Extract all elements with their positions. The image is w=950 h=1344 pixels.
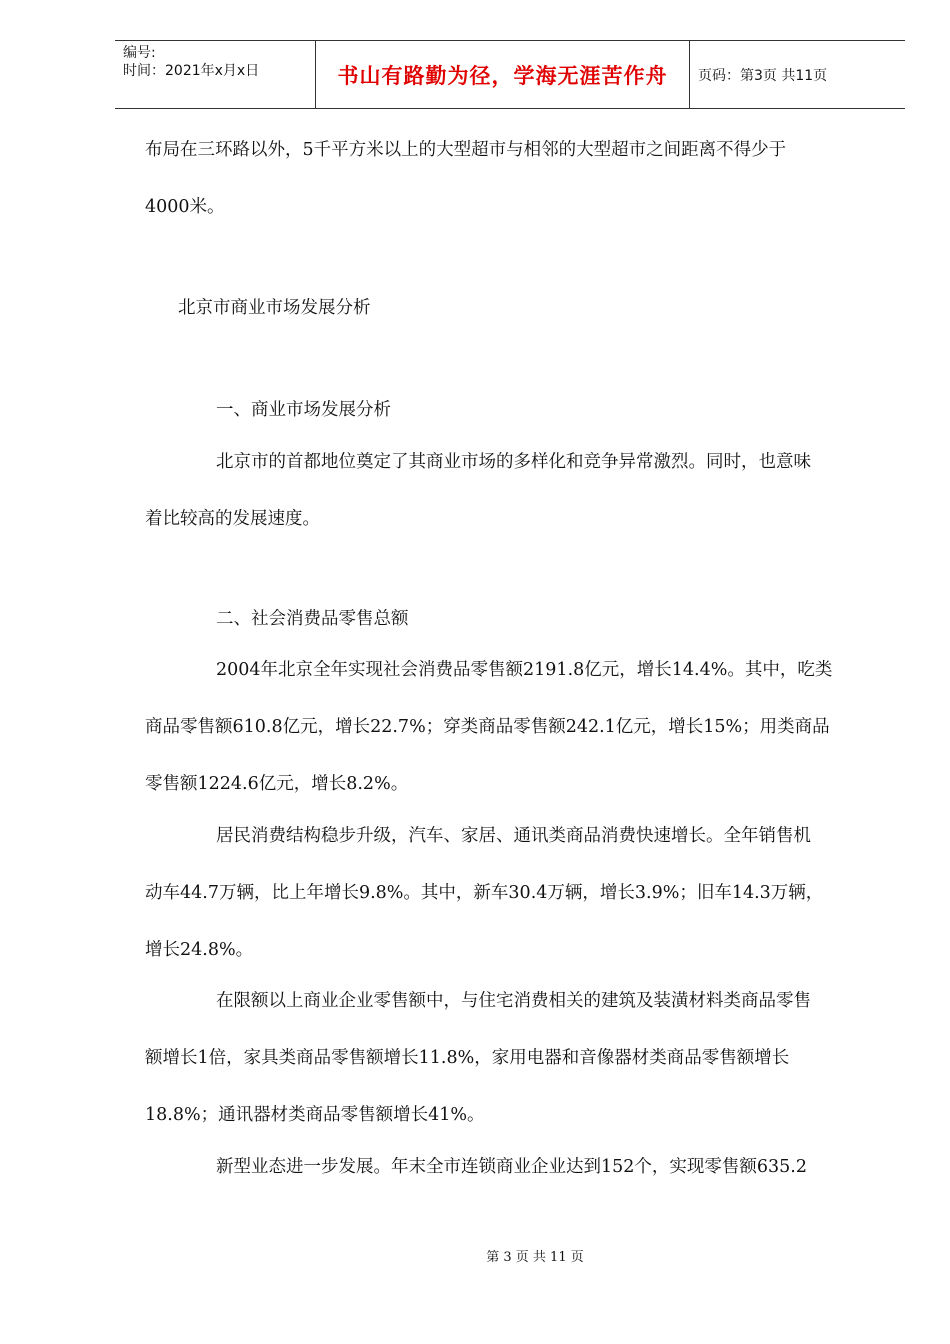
section-heading: 一、商业市场发展分析 [216,400,391,420]
page-footer [0,1246,950,1265]
body-line: 增长24.8%。 [145,940,254,960]
body-line: 北京市的首都地位奠定了其商业市场的多样化和竞争异常激烈。同时，也意味 [216,452,811,472]
body-line: 4000米。 [145,197,225,217]
body-line: 动车44.7万辆，比上年增长9.8%。其中，新车30.4万辆，增长3.9%；旧车14.3万辆， [145,883,824,903]
body-line: 着比较高的发展速度。 [145,509,320,529]
document-number-label: 编号: [123,45,156,61]
body-line: 布局在三环路以外，5千平方米以上的大型超市与相邻的大型超市之间距离不得少于 [145,140,787,160]
body-line: 2004年北京全年实现社会消费品零售额2191.8亿元，增长14.4%。其中，吃类 [216,660,833,680]
page-header [115,40,905,109]
body-line: 在限额以上商业企业零售额中，与住宅消费相关的建筑及装潢材料类商品零售 [216,991,811,1011]
body-line: 商品零售额610.8亿元，增长22.7%；穿类商品零售额242.1亿元，增长15%；用类商品 [145,717,830,737]
footer-page-number: 第 3 页 共 11 页 [486,1250,584,1265]
body-line: 零售额1224.6亿元，增长8.2%。 [145,774,409,794]
header-page-number: 页码：第3页 共11页 [698,67,828,84]
body-line: 居民消费结构稳步升级，汽车、家居、通讯类商品消费快速增长。全年销售机 [216,826,811,846]
header-motto-cell [316,41,690,108]
document-date-label: 时间：2021年x月x日 [123,63,260,79]
section-heading: 二、社会消费品零售总额 [216,609,409,629]
header-page-cell [690,41,905,108]
body-line: 额增长1倍，家具类商品零售额增长11.8%，家用电器和音像器材类商品零售额增长 [145,1048,790,1068]
header-meta-cell [115,41,316,108]
body-line: 18.8%；通讯器材类商品零售额增长41%。 [145,1105,485,1125]
section-title: 北京市商业市场发展分析 [178,298,371,318]
body-line: 新型业态进一步发展。年末全市连锁商业企业达到152个，实现零售额635.2 [216,1157,807,1177]
header-motto: 书山有路勤为径，学海无涯苦作舟 [337,63,668,88]
